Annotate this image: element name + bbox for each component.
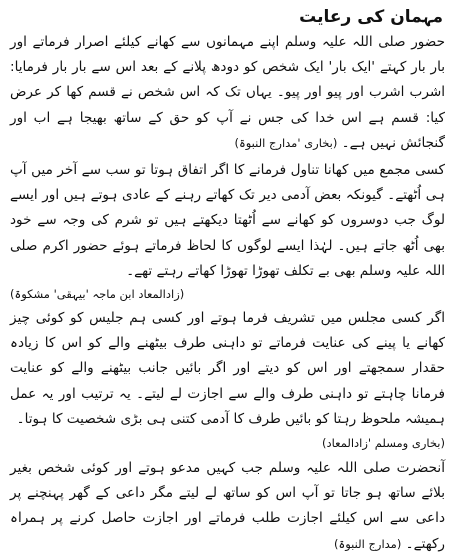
paragraph-2-text: کسی مجمع میں کھانا تناول فرمانے کا اگر اتفاق ہوتا تو سب سے آخر میں آپ ہی اُٹھتے۔ گیونکہ بعض آدمی دیر تک کھاتے رہنے کے عادی ہوتے ہیں اور ایسے لوگ جب دوسروں کو کھانے سے اُٹھتا دیکھتے ہیں تو شرم کی وجہ سے خود بھی اُٹھ جاتے ہیں۔ لہٰذا ایسے لوگوں کا لحاظ فرماتے ہوئے حضور اکرم صلی اللہ علیہ وسلم بھی بے تکلف تھوڑا تھوڑا کھاتے رہتے تھے۔ bbox=[10, 162, 445, 279]
paragraph-1 bbox=[10, 30, 445, 156]
paragraph-4-text: آنحضرت صلی اللہ علیہ وسلم جب کہیں مدعو ہوتے اور کوئی شخص بغیر بلائے ساتھ ہو جاتا تو آپ اس کو ساتھ لے لیتے مگر داعی کے گھر پہنچنے پر داعی سے اس کیلئے اجازت طلب فرماتے اور اجازت حاصل کرنے پر ہمراہ رکھتے۔ bbox=[10, 460, 445, 552]
paragraph-2-source: (زادالمعاد ابن ماجہ 'بیہقی' مشکوۃ) bbox=[10, 287, 185, 302]
paragraph-3-source: (بخاری ومسلم 'زادالمعاد) bbox=[322, 436, 445, 451]
paragraph-1-text: حضور صلی اللہ علیہ وسلم اپنے مہمانوں سے کھانے کیلئے اصرار فرماتے اور بار بار کہتے 'ایک بار' ایک شخص کو دودھ پلانے کے بعد اس سے بار بار فرمایا: اشرب اشرب اور پیو اور پیو۔ یہاں تک کہ اس شخص نے قسم کھا کر عرض کیا: قسم ہے اس خدا کی جس نے آپ کو حق کے ساتھ بھیجا ہے اب اور گنجائش نہیں ہے۔ bbox=[10, 34, 445, 151]
paragraph-3-text: اگر کسی مجلس میں تشریف فرما ہوتے اور کسی ہم جلیس کو کوئی چیز کھانے یا پینے کی عنایت فرماتے تو داہنی طرف بیٹھنے والے کو اس کا زیادہ حقدار سمجھتے اور اس کو دیتے اور اگر بائیں جانب بیٹھنے والے کو عنایت فرمانا چاہتے تو داہنی طرف والے سے اجازت لے لیتے۔ یہ ترتیب اور یہ عمل ہمیشہ ملحوظ رہتا کو بائیں طرف کا آدمی کتنی ہی بڑی شخصیت کا ہوتا۔ bbox=[10, 310, 445, 427]
paragraph-1-source: (بخاری 'مدارج النبوۃ) bbox=[234, 135, 338, 150]
paragraph-3 bbox=[10, 306, 445, 432]
paragraph-4-source: (مدارج النبوۃ) bbox=[334, 536, 402, 551]
page-title: مہمان کی رعایت bbox=[299, 7, 443, 27]
paragraph-4 bbox=[10, 456, 445, 557]
paragraph-2 bbox=[10, 158, 445, 284]
